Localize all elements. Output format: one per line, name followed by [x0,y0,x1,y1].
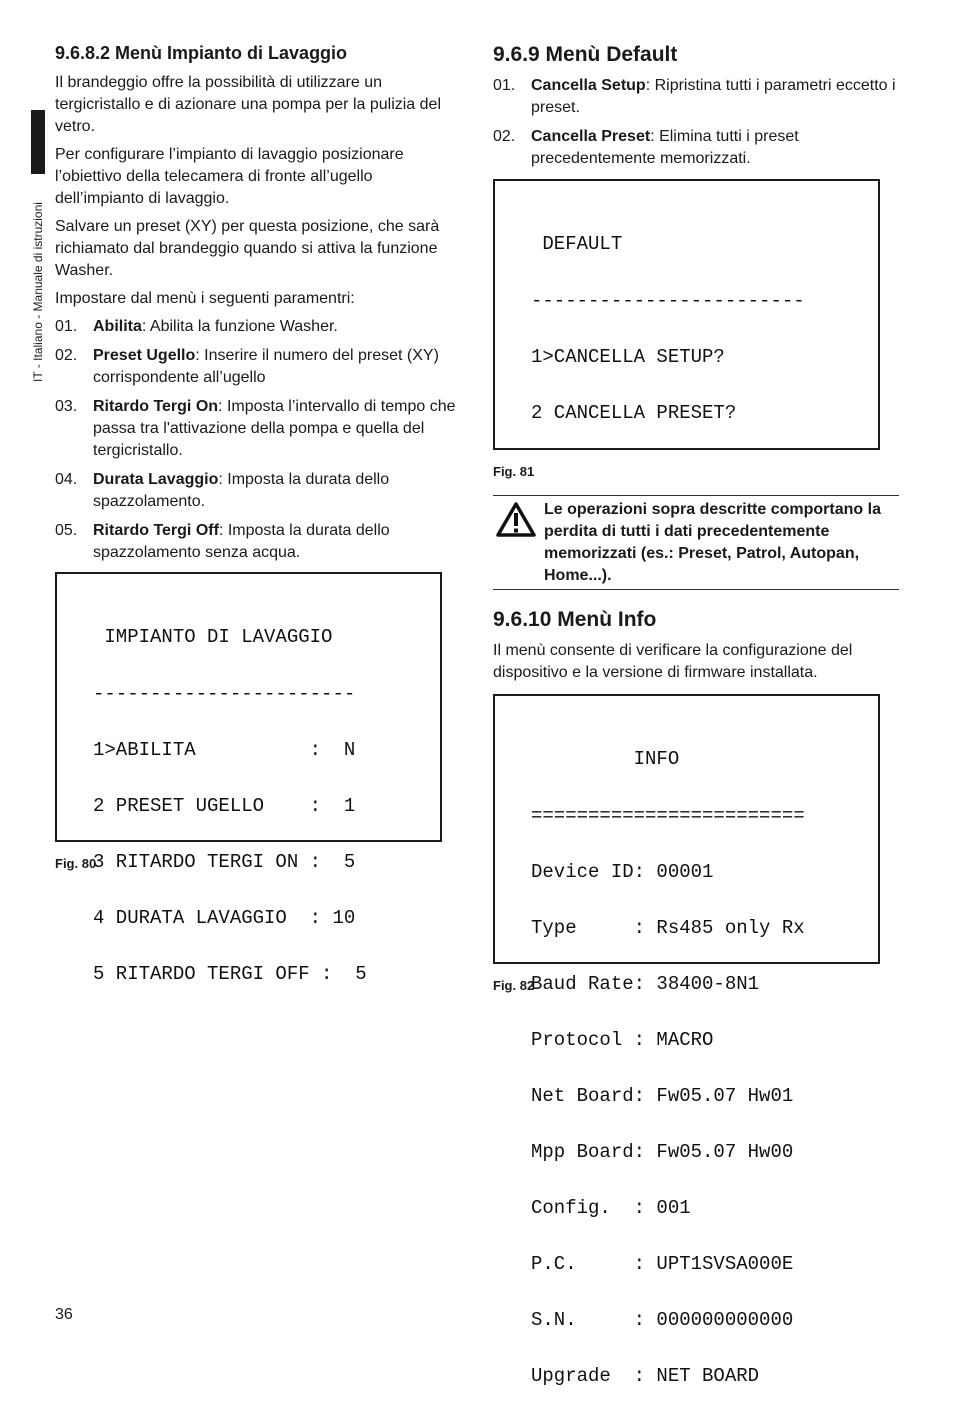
list-item [493,126,899,170]
item-number: 03. [55,398,78,415]
paragraph: Per configurare l’impianto di lavaggio posizionare l’obiettivo della telecamera di fronte all’ugello dell’impianto di lavaggio. [55,146,404,207]
screen-line: INFO [531,748,680,771]
item-number: 02. [55,347,78,364]
sidebar-label: IT - Italiano - Manuale di istruzioni [31,202,45,382]
page-number: 36 [55,1306,73,1323]
screen-line: ======================== [531,804,805,827]
screen-line: Config. : 001 [531,1197,691,1220]
screen-line: ----------------------- [93,682,356,705]
paragraph: Il brandeggio offre la possibilità di utilizzare un tergicristallo e di azionare una pompa per la pulizia del vetro. [55,74,441,135]
list-item [493,75,899,119]
screen-line: Upgrade : NET BOARD [531,1365,760,1388]
figure-caption: Fig. 82 [493,978,535,993]
list-item [55,316,460,338]
item-description: : Imposta la durata dello spazzolamento. [93,471,390,510]
item-number: 01. [493,77,516,94]
screen-line: DEFAULT [531,233,623,256]
warning-text: Le operazioni sopra descritte comportano la perdita di tutti i dati precedentemente memorizzati (es.: Preset, Patrol, Autopan, Home...). [544,501,881,584]
screen-line: 2 CANCELLA PRESET? [531,401,737,424]
screen-line: Type : Rs485 only Rx [531,916,805,939]
paragraph: Salvare un preset (XY) per questa posizione, che sarà richiamato dal brandeggio quando si attiva la funzione Washer. [55,218,440,279]
item-term: Durata Lavaggio [93,471,219,488]
default-option-list [493,75,899,170]
item-term: Ritardo Tergi Off [93,522,219,539]
item-description: : Inserire il numero del preset (XY) corrispondente all’ugello [93,347,439,386]
screen-line: Mpp Board: Fw05.07 Hw00 [531,1141,794,1164]
screen-line: 2 PRESET UGELLO : 1 [93,794,356,817]
screen-line: Baud Rate: 38400-8N1 [531,972,760,995]
info-section [493,607,899,690]
screen-line: S.N. : 000000000000 [531,1309,794,1332]
list-item [55,469,460,513]
screen-line: Device ID: 00001 [531,860,714,883]
figure-caption: Fig. 80 [55,856,97,871]
item-number: 01. [55,318,78,335]
figure-caption: Fig. 81 [493,464,535,479]
list-item [55,396,460,462]
screen-line: P.C. : UPT1SVSA000E [531,1253,794,1276]
washer-parameter-list [55,316,460,564]
item-description: : Imposta l’intervallo di tempo che passa tra l'attivazione della pompa e quella del tergicristallo. [93,398,456,459]
item-number: 04. [55,471,78,488]
default-menu-screen [493,179,880,450]
item-description: : Ripristina tutti i parametri eccetto i preset. [531,77,896,116]
item-description: : Imposta la durata dello spazzolamento senza acqua. [93,522,390,561]
screen-line: 1>CANCELLA SETUP? [531,345,725,368]
screen-line: 4 DURATA LAVAGGIO : 10 [93,906,356,929]
section-heading-default: 9.6.9 Menù Default [493,43,678,66]
item-term: Ritardo Tergi On [93,398,219,415]
section-heading-washer: 9.6.8.2 Menù Impianto di Lavaggio [55,43,348,63]
warning-box [493,495,899,590]
screen-line: Net Board: Fw05.07 Hw01 [531,1084,794,1107]
list-item [55,345,460,389]
screen-line: 1>ABILITA : N [93,738,356,761]
screen-line: Protocol : MACRO [531,1028,714,1051]
item-term: Cancella Preset [531,128,651,145]
list-item [55,520,460,564]
warning-triangle-icon [495,501,537,539]
left-column [55,42,460,571]
item-term: Cancella Setup [531,77,646,94]
paragraph: Impostare dal menù i seguenti paramentri: [55,290,355,307]
screen-line: ------------------------ [531,289,805,312]
paragraph: Il menù consente di verificare la configurazione del dispositivo e la versione di firmware installata. [493,642,853,681]
screen-line: 3 RITARDO TERGI ON : 5 [93,850,356,873]
screen-line: 5 RITARDO TERGI OFF : 5 [93,962,367,985]
item-number: 02. [493,128,516,145]
right-column [493,42,899,177]
item-term: Abilita [93,318,142,335]
screen-line: IMPIANTO DI LAVAGGIO [93,626,333,649]
item-number: 05. [55,522,78,539]
item-description: : Abilita la funzione Washer. [141,318,338,335]
section-heading-info: 9.6.10 Menù Info [493,608,657,631]
sidebar-tab-marker [31,110,45,174]
item-description: : Elimina tutti i preset precedentemente memorizzati. [531,128,799,167]
item-term: Preset Ugello [93,347,196,364]
